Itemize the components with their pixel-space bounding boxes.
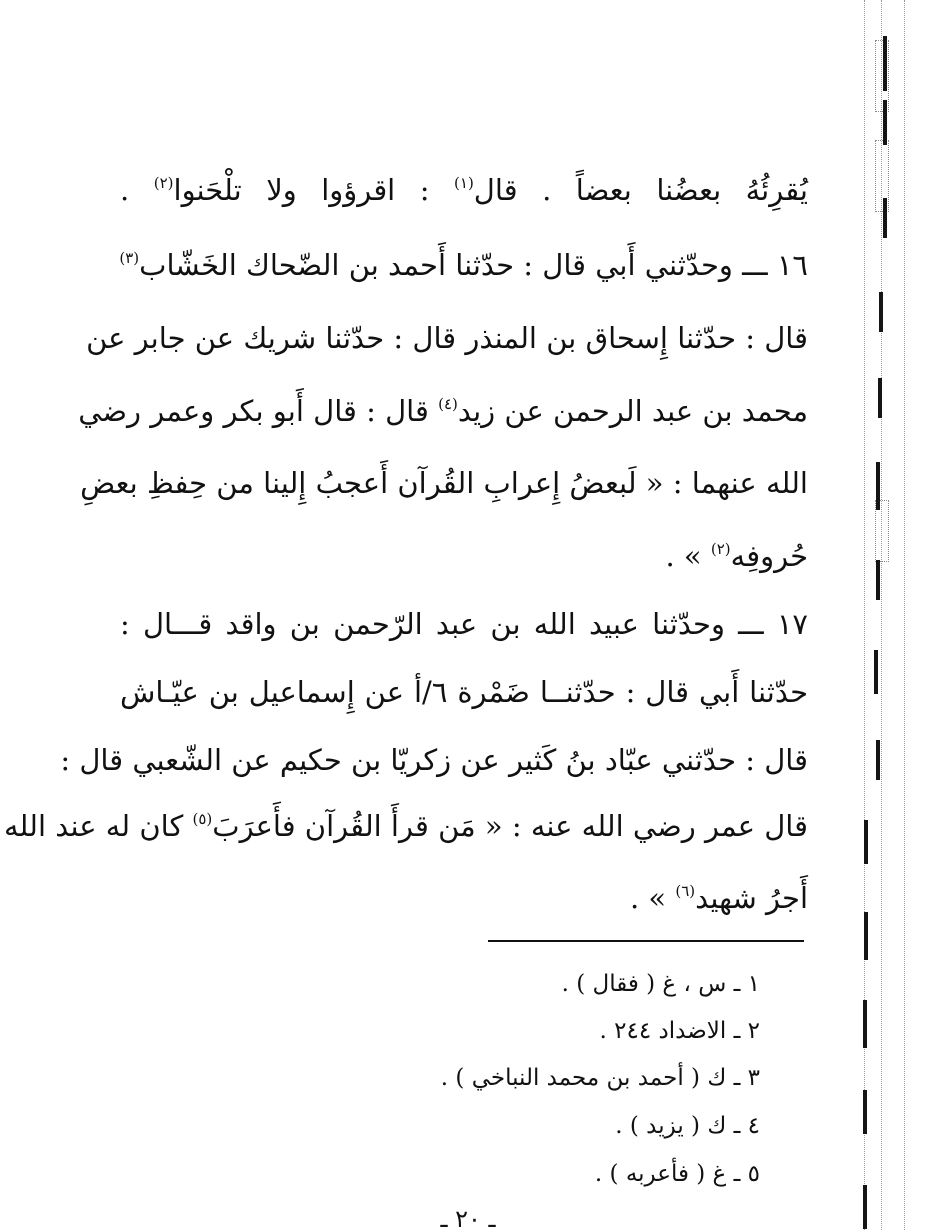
footnote: ٣ ـ ك ( أحمد بن محمد النباخي ) . xyxy=(440,1065,760,1091)
text-line: قال : حدّثني عبّاد بنُ كَثير عن زكريّا بن حكيم عن الشّعبي قال : xyxy=(60,743,808,777)
text-line: قال : حدّثنا إِسحاق بن المنذر قال : حدّثنا شريك عن جابر عن xyxy=(86,321,808,355)
footnote: ٥ ـ غ ( فأعربه ) . xyxy=(594,1161,760,1187)
edge-dash xyxy=(883,198,887,238)
footnote-ref: (٦) xyxy=(675,882,696,900)
footnote: ٢ ـ الاضداد ٢٤٤ . xyxy=(599,1018,760,1044)
footnote: ٤ ـ ك ( يزيد ) . xyxy=(615,1113,760,1139)
text-line: قال عمر رضي الله عنه : « مَن قرأَ القُرآن فأَعرَبَ$^{(٥)}$ كان له عند الله xyxy=(3,809,808,843)
edge-dash xyxy=(863,1185,867,1229)
text-line: يُقرِئُهُ بعضُنا بعضاً . قال$^{(١)}$ : اقرؤوا ولا تلْحَنوا$^{(٢)}$ . xyxy=(120,173,809,207)
text-line: ١٦ ـــ وحدّثني أَبي قال : حدّثنا أَحمد بن الضّحاك الخَشّاب$^{(٣)}$ xyxy=(119,248,808,282)
edge-dotted-line xyxy=(904,0,905,1230)
footnote-ref: (٣) xyxy=(119,249,140,267)
page-number: ـ ٢٠ ـ xyxy=(440,1205,496,1230)
binding-edge xyxy=(852,0,930,1230)
edge-dash xyxy=(863,1090,867,1134)
footnote-ref: (١) xyxy=(454,174,474,192)
edge-dash xyxy=(864,912,868,960)
text-line: أَجرُ شهيد$^{(٦)}$ » . xyxy=(629,881,808,915)
edge-dash xyxy=(879,292,883,332)
footnote-ref: (٤) xyxy=(438,395,458,413)
edge-dash xyxy=(864,820,868,864)
footnote-ref: (٢) xyxy=(710,540,731,558)
edge-dash xyxy=(878,378,882,418)
edge-dash xyxy=(883,36,887,91)
text-line: محمد بن عبد الرحمن عن زيد$^{(٤)}$ قال : قال أَبو بكر وعمر رضي xyxy=(78,394,808,428)
text-line: ١٧ ـــ وحدّثنا عبيد الله بن عبد الرّحمن بن واقد قـــال : xyxy=(120,607,808,641)
footnote-ref: (٢) xyxy=(153,174,174,192)
edge-dash xyxy=(863,1000,867,1048)
text-line: حدّثنا أَبي قال : حدّثنــا ضَمْرة ٦/أ عن إِسماعيل بن عيّـاش xyxy=(120,675,808,709)
footnote: ١ ـ س ، غ ( فقال ) . xyxy=(561,971,760,997)
text-line: الله عنهما : « لَبعضُ إِعرابِ القُرآن أَعجبُ إِلينا من حِفظِ بعضِ xyxy=(80,466,808,500)
footnote-separator xyxy=(488,940,804,942)
text-line: حُروفِه$^{(٢)}$ » . xyxy=(665,539,808,573)
edge-dash xyxy=(883,100,887,145)
edge-dash xyxy=(876,560,880,600)
edge-dash xyxy=(876,740,880,780)
edge-dash xyxy=(874,650,878,694)
footnote-ref: (٥) xyxy=(192,810,213,828)
edge-dash xyxy=(876,462,880,510)
